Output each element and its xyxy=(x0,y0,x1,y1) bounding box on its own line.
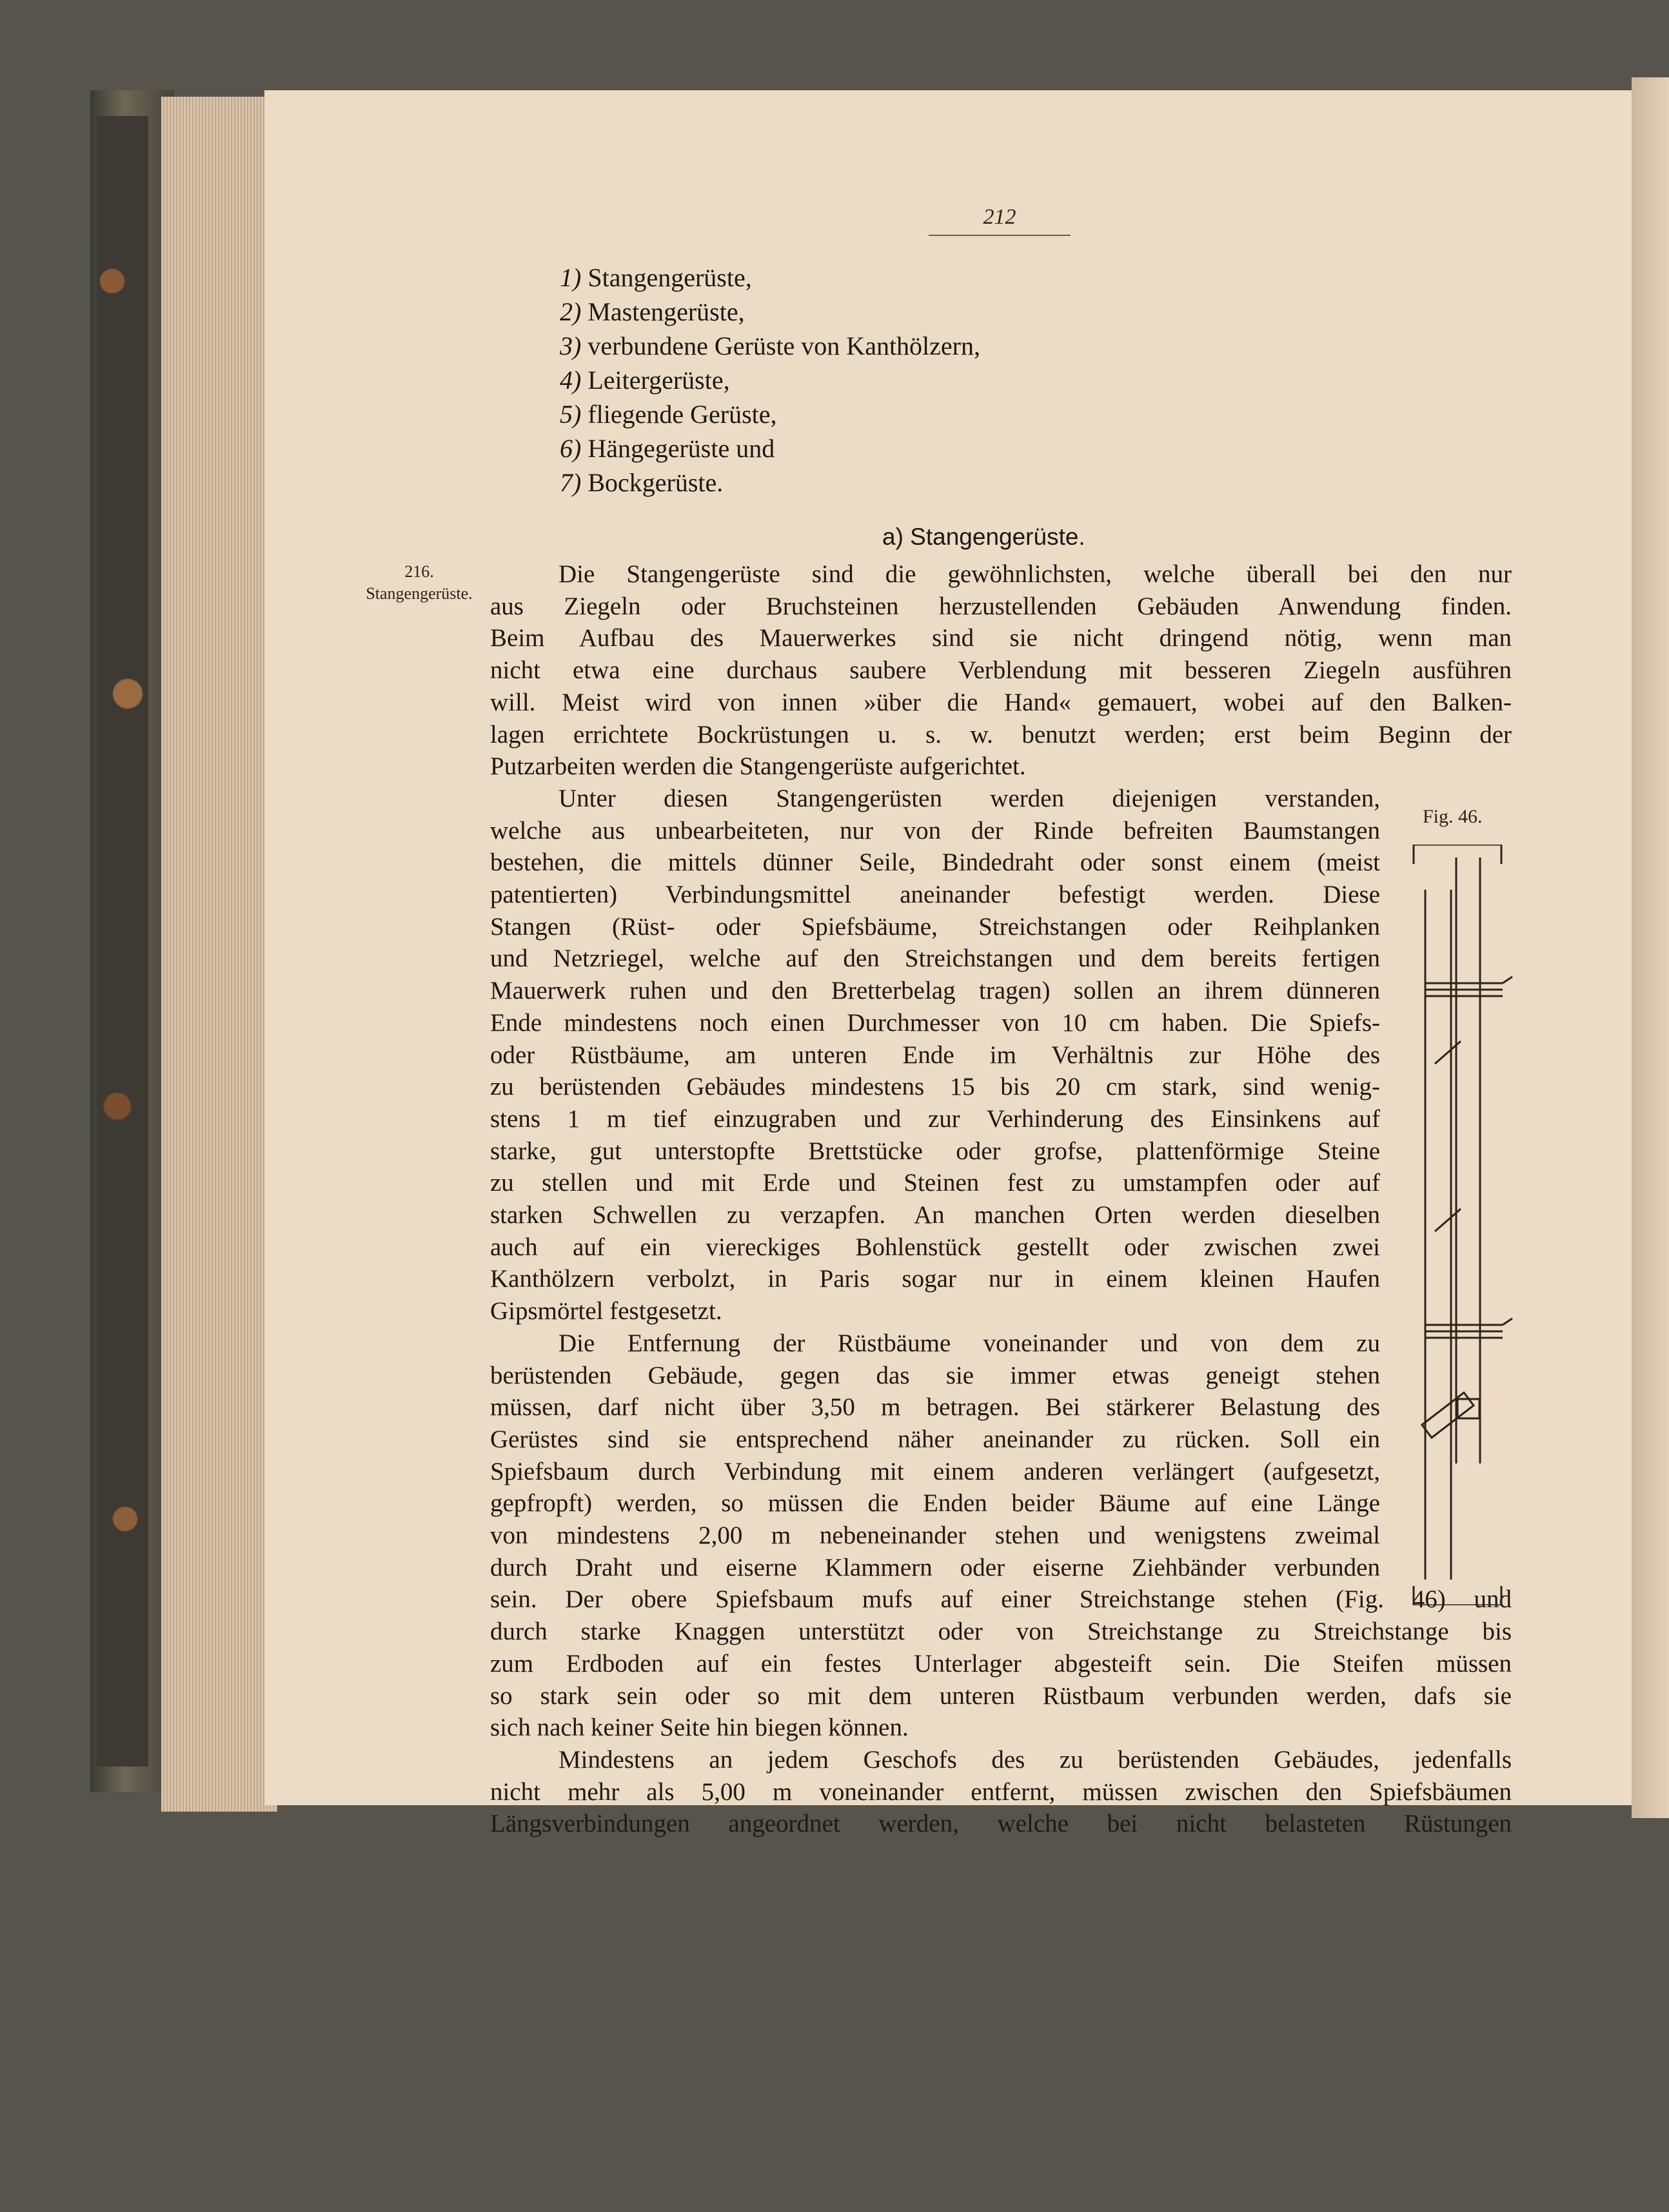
margin-note-number: 216. xyxy=(404,562,434,581)
scaffold-type-list xyxy=(560,260,980,500)
body-line: Stangen (Rüst- oder Spiefsbäume, Streichstangen oder Reihplanken xyxy=(490,913,1380,941)
body-line: durch starke Knaggen unterstützt oder von Streichstange zu Streichstange bis xyxy=(490,1618,1512,1645)
body-line: von mindestens 2,00 m nebeneinander stehen und wenigstens zweimal xyxy=(490,1522,1380,1549)
facing-page-edge xyxy=(1632,77,1669,1818)
body-line: auch auf ein viereckiges Bohlenstück gestellt oder zwischen zwei xyxy=(490,1233,1380,1261)
body-line: zu stellen und mit Erde und Steinen fest zu umstampfen oder auf xyxy=(490,1169,1380,1197)
list-item: 5) fliegende Gerüste, xyxy=(560,400,777,429)
margin-note-label: Stangengerüste. xyxy=(366,584,473,603)
list-item: 4) Leitergerüste, xyxy=(560,366,730,395)
list-item: 3) verbundene Gerüste von Kanthölzern, xyxy=(560,331,980,360)
body-line: stens 1 m tief einzugraben und zur Verhinderung des Einsinkens auf xyxy=(490,1105,1380,1133)
body-line: sich nach keiner Seite hin biegen können. xyxy=(490,1714,909,1741)
section-heading: a) Stangengerüste. xyxy=(882,524,1085,550)
body-line: Unter diesen Stangengerüsten werden diejenigen verstanden, xyxy=(558,785,1380,812)
body-line: Mauerwerk ruhen und den Bretterbelag tragen) sollen an ihrem dünneren xyxy=(490,977,1380,1004)
body-line: und Netzriegel, welche auf den Streichstangen und dem bereits fertigen xyxy=(490,945,1380,972)
body-line: Spiefsbaum durch Verbindung mit einem anderen verlängert (aufgesetzt, xyxy=(490,1458,1380,1485)
body-line: Gerüstes sind sie entsprechend näher aneinander zu rücken. Soll ein xyxy=(490,1425,1380,1453)
body-line: oder Rüstbäume, am unteren Ende im Verhältnis zur Höhe des xyxy=(490,1041,1380,1069)
body-line: lagen errichtete Bockrüstungen u. s. w. benutzt werden; erst beim Beginn der xyxy=(490,721,1512,749)
body-line: sein. Der obere Spiefsbaum mufs auf einer Streichstange stehen (Fig. 46) und xyxy=(490,1585,1512,1613)
marbled-cover xyxy=(97,116,148,1767)
list-item: 6) Hängegerüste und xyxy=(560,434,775,463)
body-line: bestehen, die mittels dünner Seile, Bindedraht oder sonst einem (meist xyxy=(490,848,1380,876)
body-line: patentierten) Verbindungsmittel aneinander befestigt werden. Diese xyxy=(490,881,1380,908)
body-line: starken Schwellen zu verzapfen. An manchen Orten werden dieselben xyxy=(490,1201,1380,1229)
body-line: Ende mindestens noch einen Durchmesser von 10 cm haben. Die Spiefs- xyxy=(490,1009,1380,1037)
margin-note xyxy=(348,561,490,605)
list-item: 2) Mastengerüste, xyxy=(560,297,745,326)
body-line: starke, gut unterstopfte Brettstücke oder grofse, plattenförmige Steine xyxy=(490,1137,1380,1165)
body-line: nicht etwa eine durchaus saubere Verblendung mit besseren Ziegeln ausführen xyxy=(490,656,1512,684)
body-line: aus Ziegeln oder Bruchsteinen herzustellenden Gebäuden Anwendung finden. xyxy=(490,592,1512,620)
page-edges xyxy=(161,97,277,1812)
body-line: zu berüstenden Gebäudes mindestens 15 bis 20 cm stark, sind wenig- xyxy=(490,1073,1380,1101)
body-line: müssen, darf nicht über 3,50 m betragen. Bei stärkerer Belastung des xyxy=(490,1393,1380,1421)
figure-caption: Fig. 46. xyxy=(1423,806,1483,827)
body-line: will. Meist wird von innen »über die Hand« gemauert, wobei auf den Balken- xyxy=(490,689,1512,716)
body-line: durch Draht und eiserne Klammern oder eiserne Ziehbänder verbunden xyxy=(490,1554,1380,1581)
body-line: Längsverbindungen angeordnet werden, welche bei nicht belasteten Rüstungen xyxy=(490,1810,1512,1837)
body-line: gepfropft) werden, so müssen die Enden beider Bäume auf eine Länge xyxy=(490,1489,1380,1517)
scaffold-pole-figure xyxy=(1399,845,1516,1605)
page-number: 212 xyxy=(929,205,1071,236)
body-line: Mindestens an jedem Geschofs des zu berüstenden Gebäudes, jedenfalls xyxy=(558,1746,1512,1774)
list-item: 7) Bockgerüste. xyxy=(560,468,724,497)
body-line: zum Erdboden auf ein festes Unterlager abgesteift sein. Die Steifen müssen xyxy=(490,1650,1512,1678)
body-line: berüstenden Gebäude, gegen das sie immer etwas geneigt stehen xyxy=(490,1362,1380,1389)
body-line: Gipsmörtel festgesetzt. xyxy=(490,1297,722,1325)
body-line: Kanthölzern verbolzt, in Paris sogar nur in einem kleinen Haufen xyxy=(490,1265,1380,1293)
body-line: Die Stangengerüste sind die gewöhnlichsten, welche überall bei den nur xyxy=(558,560,1512,588)
body-line: Putzarbeiten werden die Stangengerüste aufgerichtet. xyxy=(490,752,1026,780)
body-line: Die Entfernung der Rüstbäume voneinander und von dem zu xyxy=(558,1329,1380,1357)
body-line: Beim Aufbau des Mauerwerkes sind sie nicht dringend nötig, wenn man xyxy=(490,624,1512,652)
body-line: nicht mehr als 5,00 m voneinander entfernt, müssen zwischen den Spiefsbäumen xyxy=(490,1778,1512,1806)
body-line: so stark sein oder so mit dem unteren Rüstbaum verbunden werden, dafs sie xyxy=(490,1682,1512,1710)
body-line: welche aus unbearbeiteten, nur von der Rinde befreiten Baumstangen xyxy=(490,817,1380,845)
list-item: 1) Stangengerüste, xyxy=(560,263,752,292)
